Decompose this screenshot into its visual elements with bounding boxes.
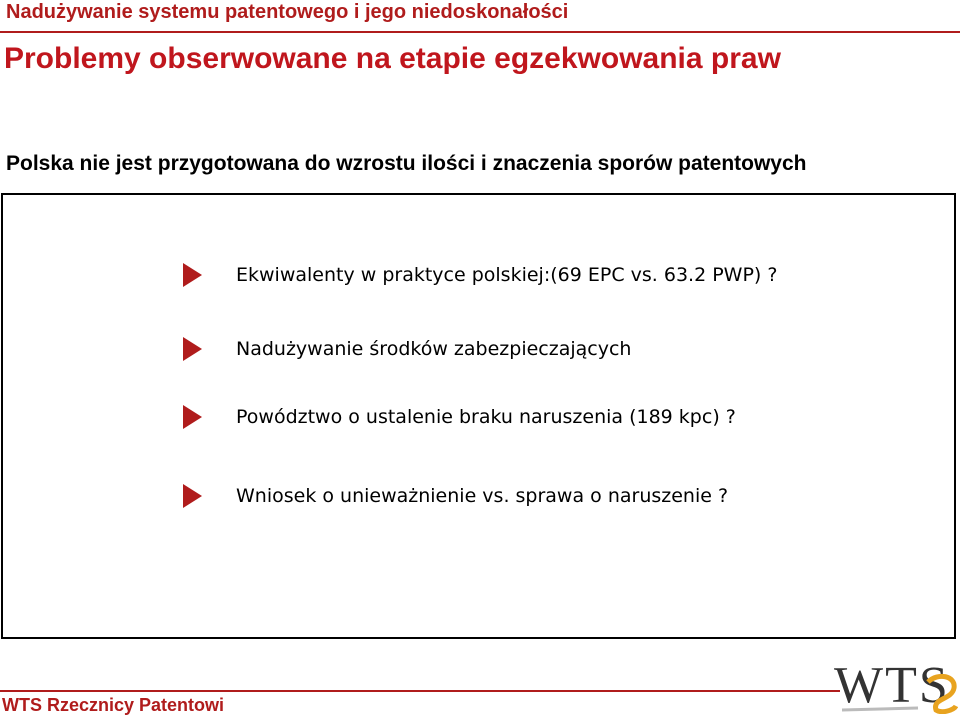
- bullet-text: Ekwiwalenty w praktyce polskiej:(69 EPC vs. 63.2 PWP) ?: [236, 264, 778, 286]
- triangle-arrow-icon: [183, 405, 202, 429]
- wts-logo: [832, 654, 958, 714]
- triangle-arrow-icon: [183, 337, 202, 361]
- footer-company-name: WTS Rzecznicy Patentowi: [2, 695, 225, 715]
- wts-logo-text: WTS: [834, 657, 950, 714]
- footer-divider: [0, 690, 840, 692]
- triangle-arrow-icon: [183, 484, 202, 508]
- bullet-item: [183, 405, 736, 429]
- bullet-text: Nadużywanie środków zabezpieczających: [236, 338, 632, 360]
- header-title: Nadużywanie systemu patentowego i jego niedoskonałości: [6, 1, 569, 23]
- bullet-text: Wniosek o unieważnienie vs. sprawa o naruszenie ?: [236, 485, 729, 507]
- section-heading: Polska nie jest przygotowana do wzrostu ilości i znaczenia sporów patentowych: [6, 152, 807, 175]
- header-divider: [0, 31, 960, 33]
- wts-logo-accent-underline: [842, 708, 918, 710]
- bullet-item: [183, 263, 777, 287]
- bullet-item: [183, 484, 728, 508]
- triangle-arrow-icon: [183, 263, 202, 287]
- bullet-item: [183, 337, 631, 361]
- bullet-text: Powództwo o ustalenie braku naruszenia (189 kpc) ?: [236, 406, 736, 428]
- slide-title: Problemy obserwowane na etapie egzekwowania praw: [4, 42, 781, 75]
